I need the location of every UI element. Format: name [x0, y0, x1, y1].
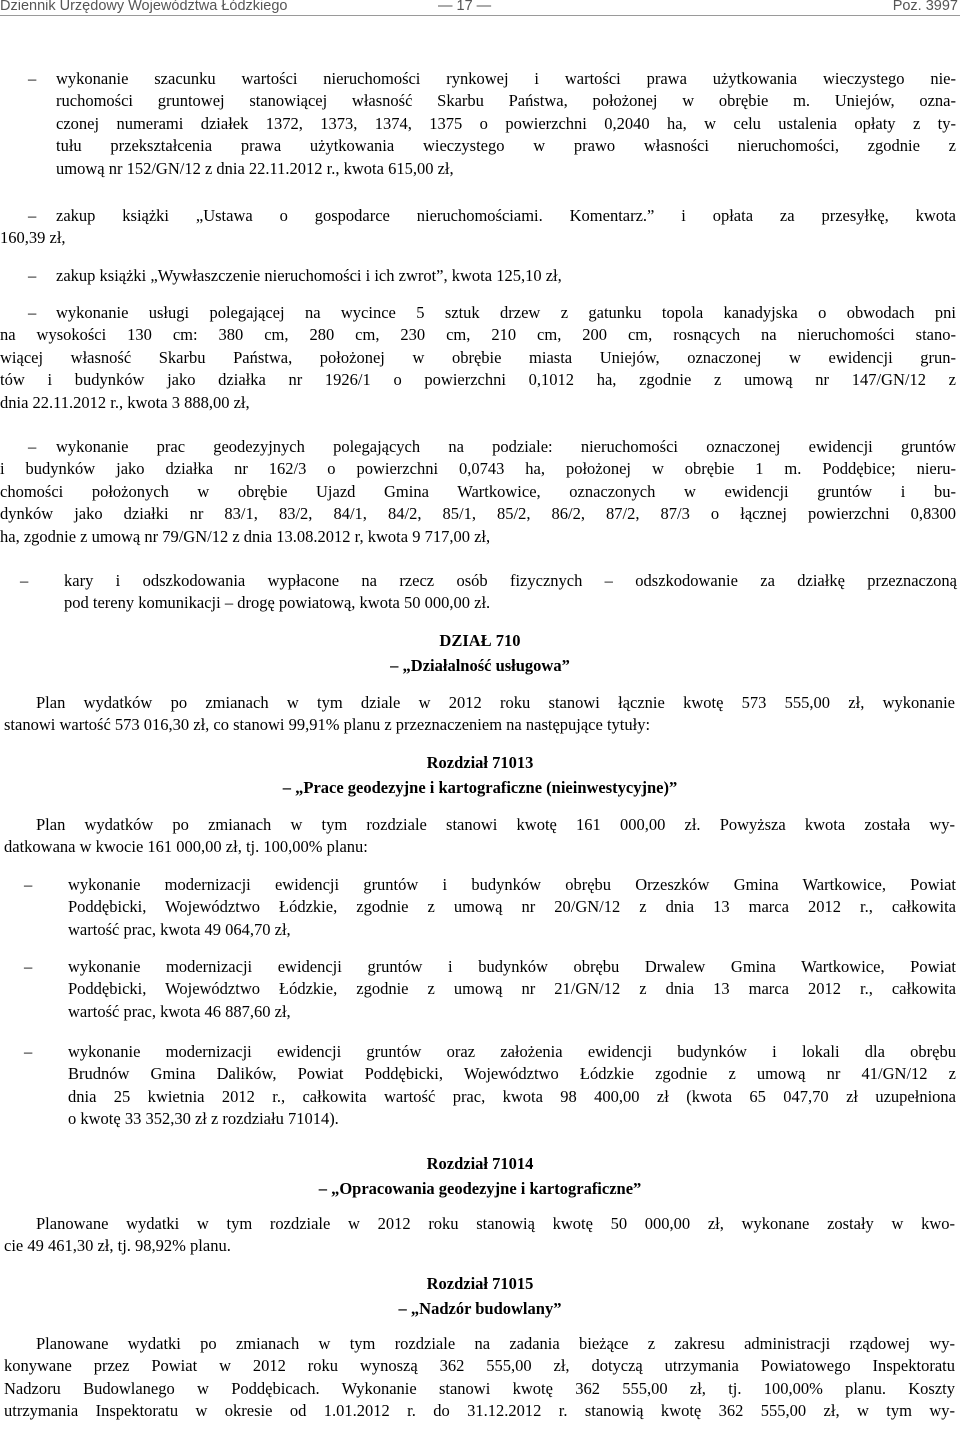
- chapter-paragraph: Planowane wydatki w tym rozdziale w 2012 roku stanowią kwotę 50 000,00 zł, wykonane zostały w kwo- cie 49 461,30 zł, tj. 98,92% planu.: [4, 1214, 955, 1256]
- dash-bullet: –: [28, 437, 37, 456]
- list-item: – wykonanie prac geodezyjnych polegających na podziale: nieruchomości oznaczonej ewidencji gruntów i budynków jako działka nr 162/3 o powierzchni 0,0743 ha, położonej w obrębie 1 m. Poddębice; nieru- chomości położonych w obrębie Ujazd Gmina Wartkowice, oznaczonych w ewidencji gruntów i bu- dynków jako działki nr 83/1, 83/2, 84/1, 84/2, 85/1, 85/2, 86/2, 87/2, 87/3 o łącznej powierzchni 0,8300 ha, zgodnie z umową nr 79/GN/12 z dnia 13.08.2012 r, kwota 9 717,00 zł,: [0, 437, 956, 546]
- list-item: – wykonanie usługi polegającej na wycince 5 sztuk drzew z gatunku topola kanadyjska o obwodach pni na wysokości 130 cm: 380 cm, 280 cm, 230 cm, 210 cm, 200 cm, rosnących na nieruchomości stano- wiącej własność Skarbu Państwa, położonej w obrębie miasta Uniejów, oznaczonej w ewidencji grun- tów i budynków jako działka nr 1926/1 o powierzchni 0,1012 ha, zgodnie z umową nr 147/GN/12 z dnia 22.11.2012 r., kwota 3 888,00 zł,: [0, 303, 956, 412]
- section-paragraph: Plan wydatków po zmianach w tym dziale w 2012 roku stanowi łącznie kwotę 573 555,00 zł, wykonanie stanowi wartość 573 016,30 zł, co stanowi 99,91% planu z przeznaczeniem na następujące tytuły:: [4, 693, 955, 735]
- section-title: DZIAŁ 710: [439, 631, 521, 650]
- dash-bullet: –: [24, 957, 33, 976]
- dash-bullet: –: [28, 266, 37, 285]
- journal-title: Dziennik Urzędowy Województwa Łódzkiego: [0, 0, 288, 14]
- list-item: – zakup książki „Wywłaszczenie nieruchomości i ich zwrot”, kwota 125,10 zł,: [56, 265, 956, 287]
- dash-bullet: –: [24, 1042, 33, 1061]
- chapter-subtitle: – „Nadzór budowlany”: [398, 1299, 562, 1318]
- chapter-title: Rozdział 71015: [426, 1274, 534, 1293]
- chapter-title: Rozdział 71014: [426, 1154, 534, 1173]
- list-item: – wykonanie szacunku wartości nieruchomości rynkowej i wartości prawa użytkowania wieczystego nie- ruchomości gruntowej stanowiącej własność Skarbu Państwa, położonej w obrębie m. Uniejów, ozna- czonej numerami działek 1372, 1373, 1374, 1375 o powierzchni 0,2040 ha, w celu ustalenia opłaty z ty- tułu przekształcenia prawa użytkowania wieczystego w prawo własności nieruchomości, zgodnie z umową nr 152/GN/12 z dnia 22.11.2012 r., kwota 615,00 zł,: [28, 69, 956, 178]
- chapter-subtitle: – „Opracowania geodezyjne i kartograficzne”: [318, 1179, 642, 1198]
- list-item: – wykonanie modernizacji ewidencji gruntów i budynków obrębu Orzeszków Gmina Wartkowice, Powiat Poddębicki, Województwo Łódzkie, zgodnie z umową nr 20/GN/12 z dnia 13 marca 2012 r., całkowita wartość prac, kwota 49 064,70 zł,: [24, 875, 956, 939]
- list-item: – wykonanie modernizacji ewidencji gruntów oraz założenia ewidencji budynków i lokali dla obrębu Brudnów Gmina Dalików, Powiat Poddębicki, Województwo Łódzkie zgodnie z umową nr 41/GN/12 z dnia 25 kwietnia 2012 r., całkowita wartość prac, kwota 98 400,00 zł (kwota 65 047,70 zł uzupełniona o kwotę 33 352,30 zł z rozdziału 71014).: [24, 1042, 956, 1129]
- section-subtitle: – „Działalność usługowa”: [390, 656, 570, 675]
- header-rule: [0, 15, 960, 16]
- dash-bullet: –: [24, 875, 33, 894]
- chapter-subtitle: – „Prace geodezyjne i kartograficzne (nieinwestycyjne)”: [282, 778, 678, 797]
- dash-bullet: –: [28, 206, 37, 225]
- list-item: – wykonanie modernizacji ewidencji gruntów i budynków obrębu Drwalew Gmina Wartkowice, Powiat Poddębicki, Województwo Łódzkie, zgodnie z umową nr 21/GN/12 z dnia 13 marca 2012 r., całkowita wartość prac, kwota 46 887,60 zł,: [24, 957, 956, 1021]
- position-number: Poz. 3997: [892, 0, 958, 14]
- chapter-title: Rozdział 71013: [426, 753, 534, 772]
- dash-bullet: –: [28, 69, 37, 88]
- dash-bullet: –: [28, 303, 37, 322]
- dash-bullet: –: [20, 571, 29, 590]
- list-item: – zakup książki „Ustawa o gospodarce nieruchomościami. Komentarz.” i opłata za przesyłkę, kwota 160,39 zł,: [0, 206, 956, 248]
- page-header: [0, 0, 960, 14]
- list-item: – kary i odszkodowania wypłacone na rzecz osób fizycznych – odszkodowanie za działkę przeznaczoną pod tereny komunikacji – drogę powiatową, kwota 50 000,00 zł.: [20, 571, 957, 613]
- chapter-paragraph: Plan wydatków po zmianach w tym rozdziale stanowi kwotę 161 000,00 zł. Powyższa kwota została wy- datkowana w kwocie 161 000,00 zł, tj. 100,00% planu:: [4, 815, 955, 857]
- chapter-paragraph: Planowane wydatki po zmianach w tym rozdziale na zadania bieżące z zakresu administracji rządowej wy- konywane przez Powiat w 2012 roku wynoszą 362 555,00 zł, dotyczą utrzymania Powiatowego Inspektoratu Nadzoru Budowlanego w Poddębicach. Wykonanie stanowi kwotę 362 555,00 zł, tj. 100,00% planu. Koszty utrzymania Inspektoratu w okresie od 1.01.2012 r. do 31.12.2012 r. stanowią kwotę 362 555,00 zł, w tym wy-: [4, 1334, 955, 1421]
- page-number: — 17 —: [438, 0, 492, 14]
